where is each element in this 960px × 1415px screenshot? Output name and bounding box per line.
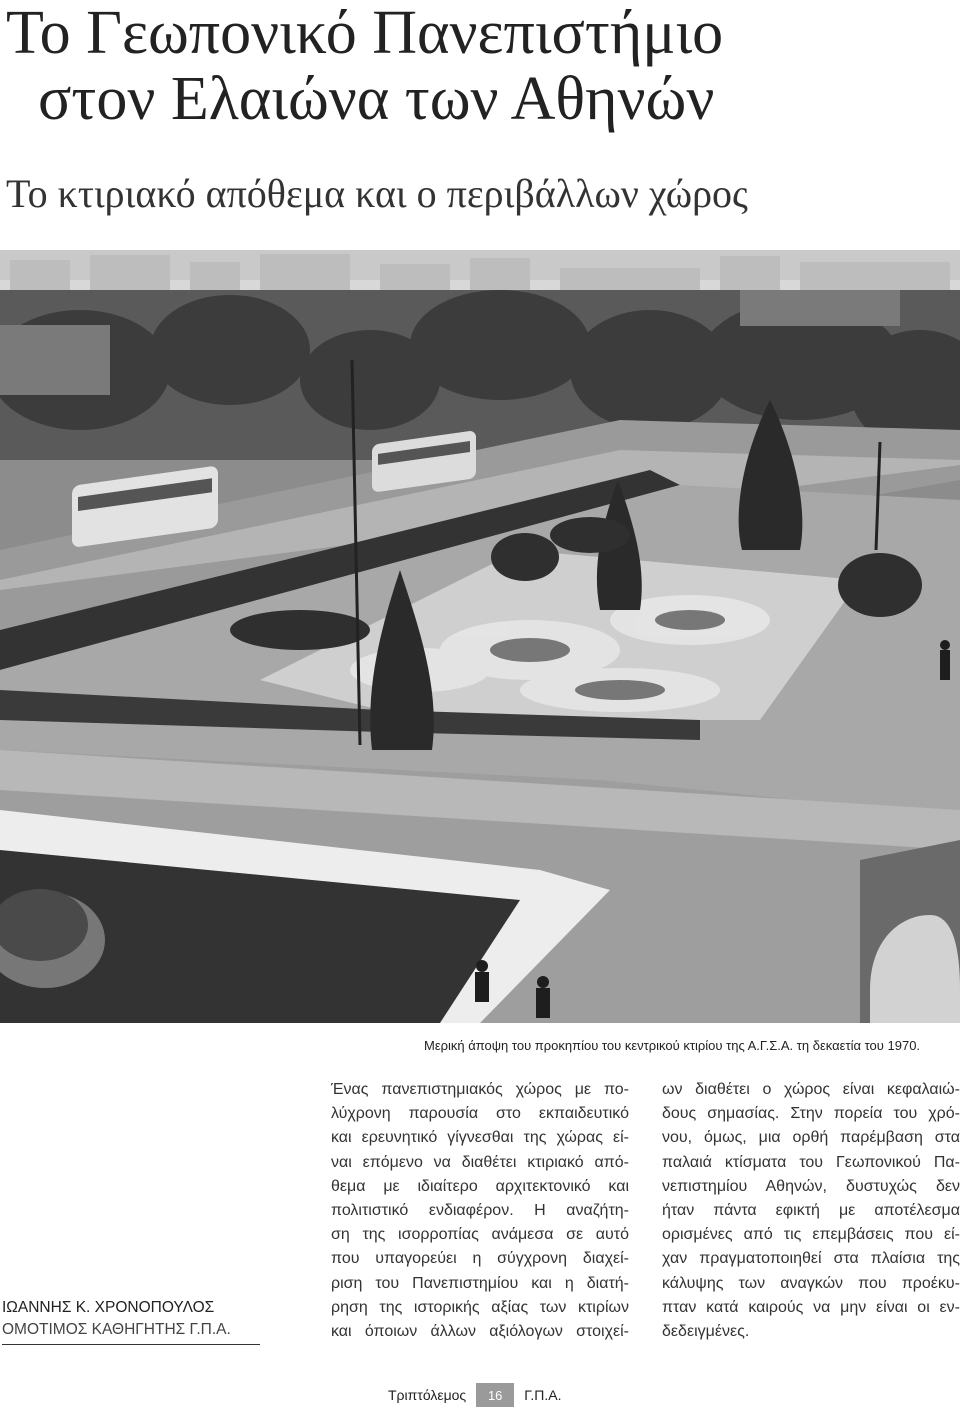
body-line: ριση του Πανεπιστημίου και η διατή-: [331, 1274, 629, 1292]
body-line: Ένας πανεπιστημιακός χώρος με πο-: [331, 1081, 629, 1098]
body-line: δεδειγμένες.: [662, 1323, 750, 1341]
body-line: και όποιων άλλων αξιόλογων στοιχεί-: [331, 1323, 629, 1341]
body-line: ρηση της ιστορικής αξίας των κτιρίων: [331, 1298, 629, 1316]
institution-name: Γ.Π.Α.: [524, 1387, 562, 1403]
author-role: ΟΜΟΤΙΜΟΣ ΚΑΘΗΓΗΤΗΣ Γ.Π.Α.: [2, 1321, 231, 1338]
title-line-2: στον Ελαιώνα των Αθηνών: [38, 65, 715, 133]
body-line: χαν πραγματοποιηθεί στα πλαίσια της: [662, 1250, 960, 1268]
body-line: ναι επόμενο να διαθέτει κτιριακό από-: [331, 1153, 629, 1171]
body-line: λύχρονη παρουσία στο εκπαιδευτικό: [331, 1105, 629, 1123]
body-line: ση της ισορροπίας ανάμεσα σε αυτό: [331, 1226, 629, 1244]
body-line: ορισμένες από τις επεμβάσεις που εί-: [662, 1226, 960, 1244]
body-line: ήταν πάντα εφικτή με αποτέλεσμα: [662, 1202, 960, 1220]
body-line: δους σημασίας. Στην πορεία του χρό-: [662, 1105, 960, 1123]
body-line: παλαιά κτίσματα του Γεωπονικού Πα-: [662, 1153, 960, 1171]
body-line: και ερευνητικό γίγνεσθαι της χώρας εί-: [331, 1129, 629, 1147]
body-line: που υπαγορεύει η σύγχρονη διαχεί-: [331, 1250, 629, 1268]
title-line-1: Το Γεωπονικό Πανεπιστήμιο: [6, 0, 724, 67]
body-column-2: [662, 1078, 960, 1344]
body-line: νου, όμως, μια ορθή παρέμβαση στα: [662, 1129, 960, 1147]
page-footer: [388, 1383, 561, 1407]
article-title: [6, 0, 956, 132]
body-line: ων διαθέτει ο χώρος είναι κεφαλαιώ-: [662, 1081, 960, 1098]
body-line: πταν κατά καιρούς να μην είναι οι εν-: [662, 1298, 960, 1316]
body-line: κάλυψης των αναγκών που προέκυ-: [662, 1274, 960, 1292]
page-number: 16: [476, 1383, 514, 1407]
body-line: νεπιστημίου Αθηνών, δυστυχώς δεν: [662, 1177, 960, 1195]
body-line: πολιτιστικό ενδιαφέρον. Η αναζήτη-: [331, 1202, 629, 1220]
garden-photo-illustration: [0, 250, 960, 1023]
article-subtitle: Το κτιριακό απόθεμα και ο περιβάλλων χώρος: [6, 171, 748, 216]
historic-photo: [0, 250, 960, 1023]
author-block: [2, 1297, 260, 1345]
photo-caption: Μερική άποψη του προκηπίου του κεντρικού κτιρίου της Α.Γ.Σ.Α. τη δεκαετία του 1970.: [424, 1038, 921, 1053]
publication-name: Τριπτόλεμος: [388, 1387, 467, 1403]
body-column-1: [331, 1078, 629, 1344]
author-name: ΙΩΑΝΝΗΣ Κ. ΧΡΟΝΟΠΟΥΛΟΣ: [2, 1299, 215, 1316]
body-line: θεμα με ιδιαίτερο αρχιτεκτονικό και: [331, 1177, 629, 1195]
